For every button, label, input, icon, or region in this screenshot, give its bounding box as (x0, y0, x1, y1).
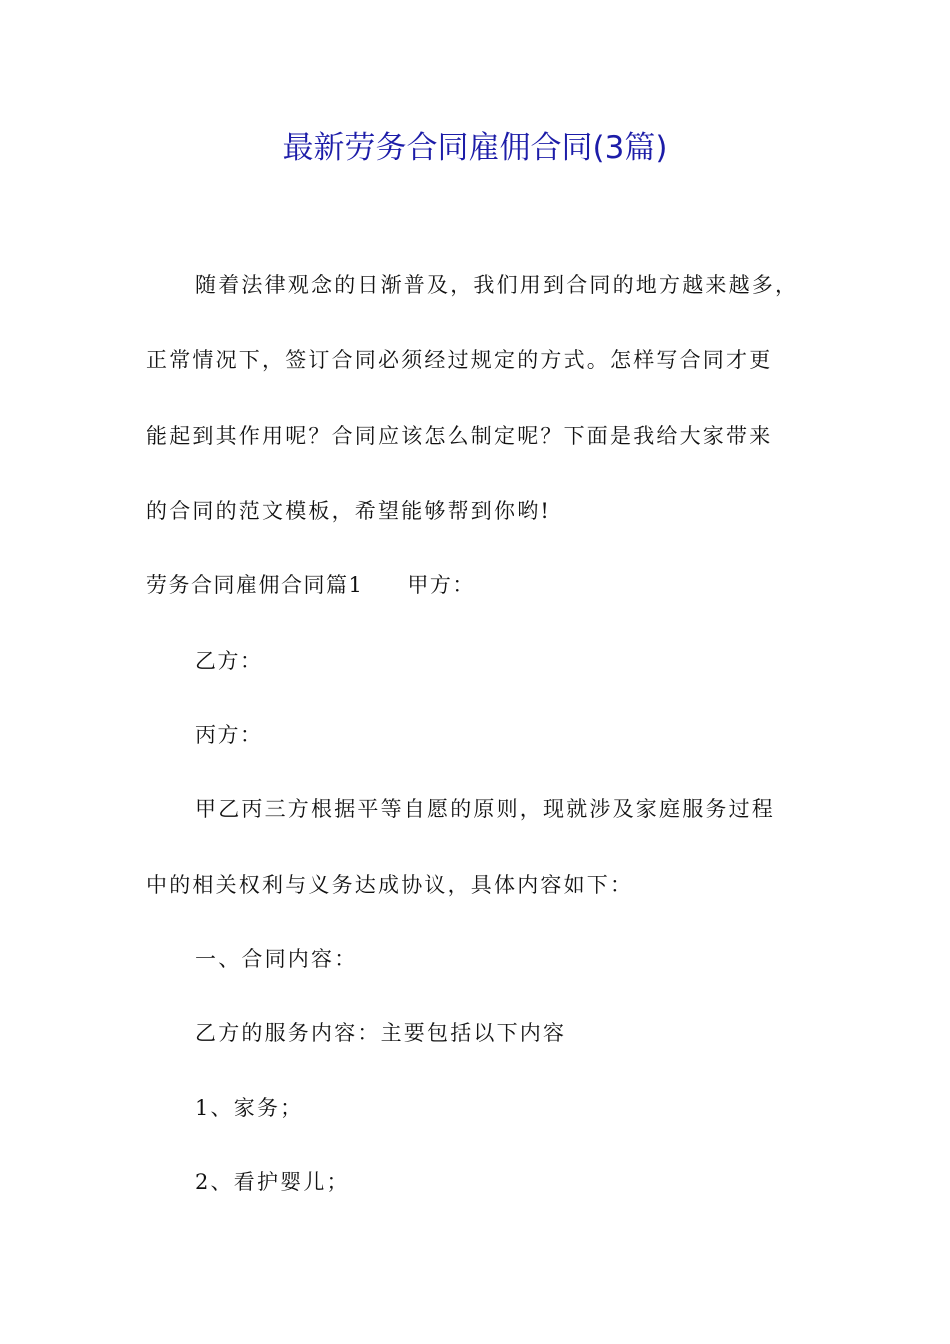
intro-line-1: 随着法律观念的日渐普及，我们用到合同的地方越来越多， (195, 273, 799, 297)
agreement-line-1: 甲乙丙三方根据平等自愿的原则，现就涉及家庭服务过程 (195, 797, 775, 821)
document-title: 最新劳务合同雇佣合同(3篇) (282, 130, 668, 166)
intro-line-2: 正常情况下，签订合同必须经过规定的方式。怎样写合同才更 (146, 348, 773, 372)
party-b-label: 乙方： (195, 649, 263, 673)
clause-heading: 一、合同内容： (195, 947, 358, 971)
section-heading-line (146, 570, 475, 600)
section-heading: 劳务合同雇佣合同篇1 (146, 573, 364, 597)
intro-line-4: 的合同的范文模板，希望能够帮到你哟! (146, 499, 552, 523)
party-a-label: 甲方： (407, 573, 475, 597)
party-c-label: 丙方： (195, 723, 263, 747)
list-item: 1、家务； (195, 1096, 304, 1120)
intro-line-3: 能起到其作用呢？合同应该怎么制定呢？下面是我给大家带来 (146, 424, 773, 448)
list-item: 2、看护婴儿； (195, 1170, 350, 1194)
service-content-line: 乙方的服务内容：主要包括以下内容 (195, 1021, 567, 1045)
agreement-line-2: 中的相关权利与义务达成协议，具体内容如下： (146, 873, 634, 897)
